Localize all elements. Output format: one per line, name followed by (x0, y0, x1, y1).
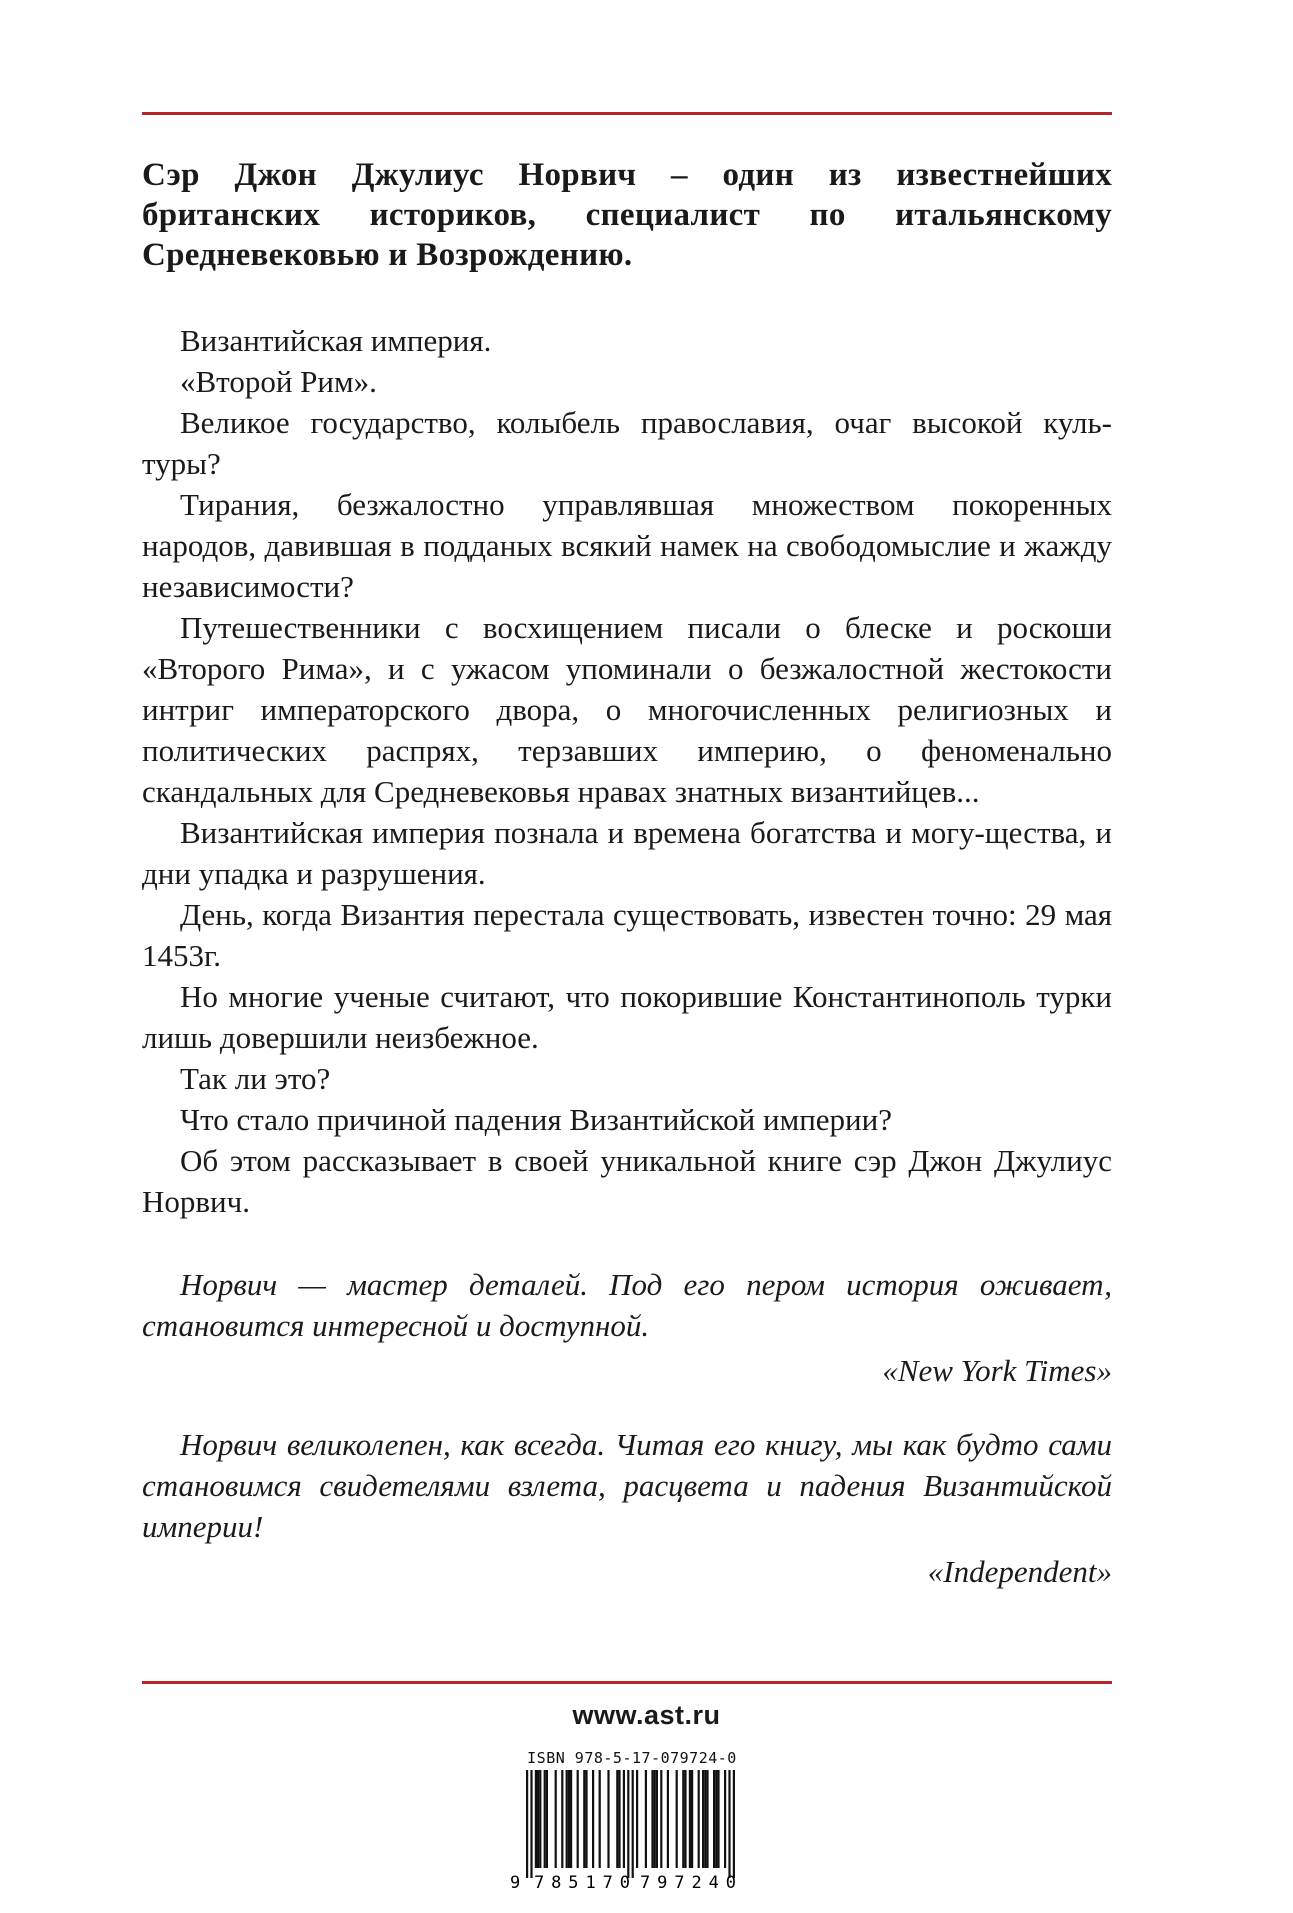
barcode-bar (566, 1770, 568, 1868)
barcode-bar (667, 1770, 669, 1868)
bottom-divider (142, 1681, 1112, 1684)
barcode-bar (656, 1770, 658, 1868)
top-divider (142, 112, 1112, 115)
ean-left-digits: 785170 (534, 1873, 630, 1892)
barcode-block (508, 1749, 756, 1899)
barcode-bar (645, 1770, 647, 1868)
review-quote (142, 1264, 1112, 1391)
barcode-bar (539, 1770, 541, 1868)
barcode-bar (530, 1770, 532, 1878)
barcode-bar (713, 1770, 715, 1868)
barcode-bar (702, 1770, 704, 1868)
barcode-bar (728, 1770, 730, 1878)
publisher-website[interactable]: www.ast.ru (572, 1700, 721, 1730)
barcode-bar (704, 1770, 706, 1868)
barcode-bar (577, 1770, 579, 1868)
barcode-bar (618, 1770, 620, 1868)
quote-source: «Independent» (927, 1554, 1112, 1589)
barcode-bar (706, 1770, 708, 1868)
review-quote (142, 1424, 1112, 1592)
paragraph: Византийская империя. (180, 323, 492, 358)
paragraph: Византийская империя познала и времена богатства и могу-щества, и дни упадка и разрушения. (142, 815, 1112, 891)
barcode-bar (585, 1770, 587, 1868)
barcode-icon (508, 1770, 756, 1892)
barcode-bar (544, 1770, 546, 1868)
barcode-bar (691, 1770, 693, 1868)
paragraph: Путешественники с восхищением писали о блеске и роскоши «Второго Рима», и с ужасом упоминали о безжалостной жестокости интриг императорского двора, о многочисленных религиозных и политических распрях, терзавших империю, о феноменально скандальных для Средневековья нравах знатных византийцев... (142, 610, 1112, 809)
barcode-bar (654, 1770, 656, 1868)
barcode-bar (676, 1770, 678, 1868)
isbn-label: ISBN 978-5-17-079724-0 (527, 1749, 737, 1767)
barcode-bar (555, 1770, 557, 1868)
paragraph: День, когда Византия перестала существовать, известен точно: 29 мая 1453г. (142, 897, 1112, 973)
barcode-bar (546, 1770, 548, 1868)
barcode-bar (607, 1770, 609, 1868)
barcode-bar (660, 1770, 662, 1868)
barcode-bar (599, 1770, 601, 1868)
ean-first-digit: 9 (510, 1873, 521, 1892)
paragraph: Великое государство, колыбель православия, очаг высокой куль-туры? (142, 405, 1112, 481)
barcode-bar (570, 1770, 572, 1868)
barcode-bar (689, 1770, 691, 1868)
author-intro: Сэр Джон Джулиус Норвич – один из известнейших британских историков, специалист по итальянскому Средневековью и Возрождению. (142, 157, 1112, 273)
barcode-bar (583, 1770, 585, 1868)
barcode-bar (568, 1770, 570, 1868)
barcode-bar (616, 1770, 618, 1868)
barcode-bar (627, 1770, 629, 1878)
quote-text: Норвич — мастер деталей. Под его пером история оживает, становится интересной и доступной. (142, 1267, 1112, 1343)
barcode-bar (535, 1770, 537, 1868)
barcode-bar (592, 1770, 594, 1868)
barcode-bar (724, 1770, 726, 1868)
paragraph: «Второй Рим». (180, 364, 377, 399)
barcode-bar (561, 1770, 563, 1868)
paragraph: Об этом рассказывает в своей уникальной книге сэр Джон Джулиус Норвич. (142, 1143, 1112, 1219)
barcode-bar (715, 1770, 717, 1868)
barcode-bar (623, 1770, 625, 1868)
ean-right-digits: 797240 (640, 1873, 736, 1892)
barcode-bar (632, 1770, 634, 1878)
barcode-bar (698, 1770, 700, 1868)
barcode-bar (733, 1770, 735, 1878)
barcode-bar (717, 1770, 719, 1868)
barcode-bar (636, 1770, 638, 1868)
barcode-bar (684, 1770, 686, 1868)
description (142, 320, 1112, 1222)
paragraph: Но многие ученые считают, что покорившие Константинополь турки лишь довершили неизбежное. (142, 979, 1112, 1055)
quote-text: Норвич великолепен, как всегда. Читая его книгу, мы как будто сами становимся свидетелями взлета, расцвета и падения Византийской империи! (142, 1427, 1112, 1544)
paragraph: Что стало причиной падения Византийской империи? (180, 1102, 893, 1137)
paragraph: Тирания, безжалостно управлявшая множеством покоренных народов, давившая в подданых всякий намек на свободомыслие и жажду независимости? (142, 487, 1112, 604)
barcode-bar (537, 1770, 539, 1868)
quote-source: «New York Times» (882, 1353, 1112, 1388)
barcode-bar (526, 1770, 528, 1878)
barcode-bar (682, 1770, 684, 1868)
paragraph: Так ли это? (180, 1061, 331, 1096)
barcode-bar (651, 1770, 653, 1868)
